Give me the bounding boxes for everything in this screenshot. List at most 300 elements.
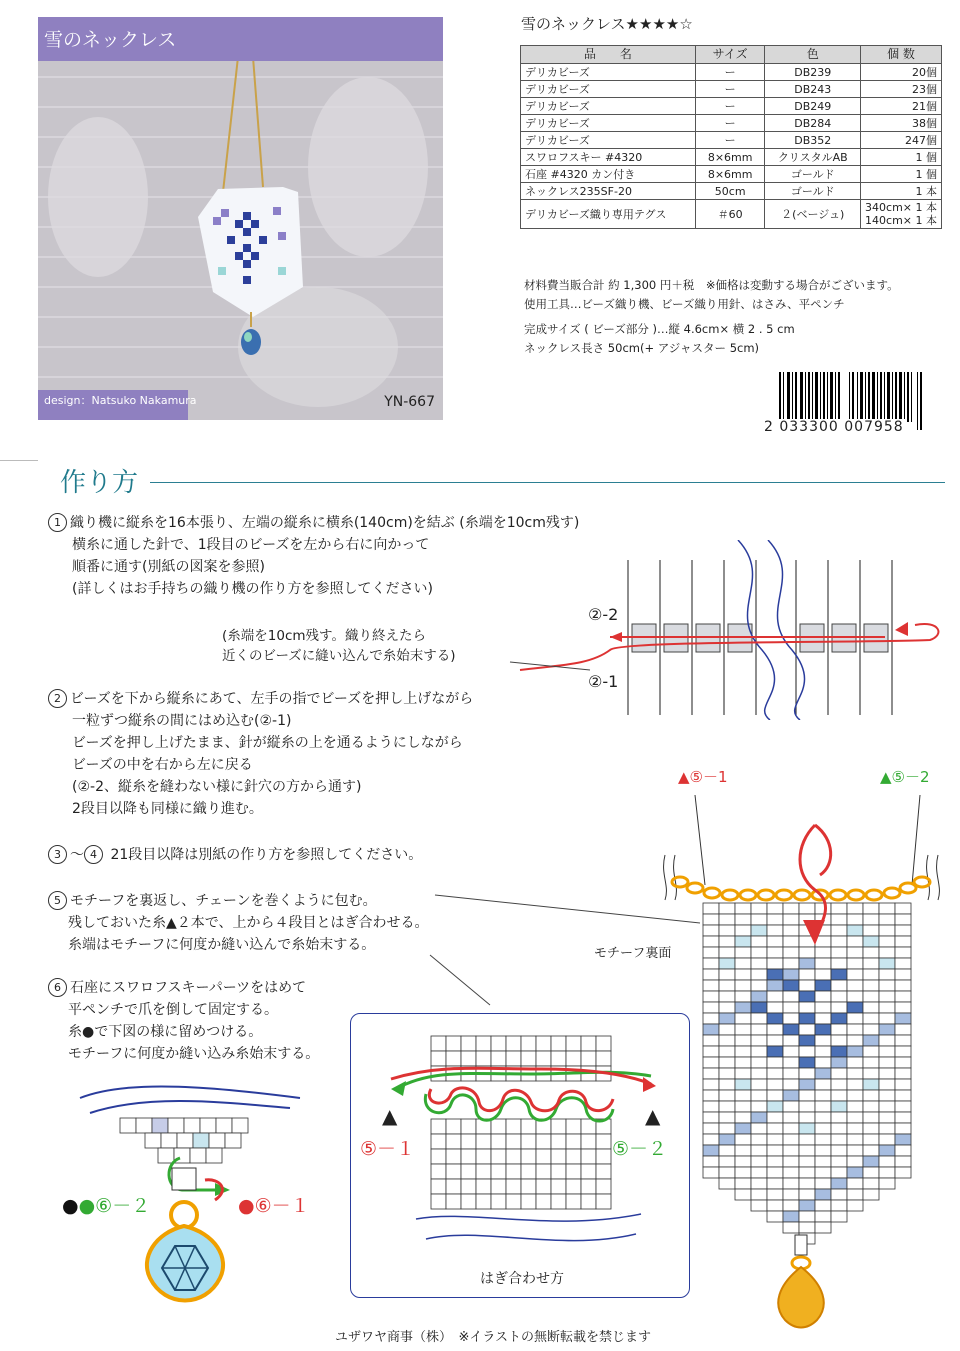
bead-cell	[799, 1200, 815, 1211]
bead-cell	[783, 1145, 799, 1156]
bead-cell	[735, 1068, 751, 1079]
bead-cell	[863, 903, 879, 914]
bead-cell	[767, 1200, 783, 1211]
cell-name: デリカビーズ	[521, 132, 696, 149]
bead-cell	[815, 1079, 831, 1090]
cell-size: ー	[695, 98, 765, 115]
bead-cell	[879, 1068, 895, 1079]
bead-cell	[895, 1090, 911, 1101]
bead-cell	[879, 991, 895, 1002]
bead-cell	[863, 1112, 879, 1123]
step-text: 21段目以降は別紙の作り方を参照してください。	[110, 847, 423, 863]
bead-cell	[735, 1189, 751, 1200]
header-color: 色	[765, 46, 861, 64]
bead-cell	[751, 1013, 767, 1024]
bead-cell	[831, 1167, 847, 1178]
bead-cell	[751, 1035, 767, 1046]
bead-cell	[461, 1164, 476, 1179]
bead-cell	[831, 980, 847, 991]
bead-cell	[847, 925, 863, 936]
photo-title: 雪のネックレス	[44, 29, 177, 51]
bead-cell	[206, 1148, 222, 1163]
bead-cell	[799, 1079, 815, 1090]
bead-cell	[446, 1179, 461, 1194]
bead-cell	[735, 1057, 751, 1068]
bead-cell	[895, 991, 911, 1002]
bead-cell	[461, 1036, 476, 1051]
cell-qty: 247個	[861, 132, 942, 149]
bead-cell	[461, 1194, 476, 1209]
bead-cell	[879, 958, 895, 969]
cell-color: ゴールド	[765, 183, 861, 200]
bead-cell	[177, 1133, 193, 1148]
bead-cell	[767, 936, 783, 947]
step-text: モチーフに何度か縫い込み糸始末する。	[68, 1046, 320, 1062]
bead-cell	[863, 1024, 879, 1035]
bead-cell	[767, 980, 783, 991]
cell-color: ２(ベージュ)	[765, 200, 861, 229]
bead-cell	[461, 1119, 476, 1134]
bead-cell	[879, 1167, 895, 1178]
bead-cell	[879, 936, 895, 947]
bead-cell	[831, 1090, 847, 1101]
bead-cell	[735, 1178, 751, 1189]
bead-cell	[703, 1156, 719, 1167]
bead-cell	[751, 958, 767, 969]
bead-cell	[879, 1090, 895, 1101]
bead-cell	[815, 969, 831, 980]
step-text: モチーフを裏返し、チェーンを巻くように包む。	[70, 893, 377, 909]
bead-cell	[536, 1036, 551, 1051]
bead-cell	[847, 1068, 863, 1079]
bead-cell	[879, 1013, 895, 1024]
cell-size: ー	[695, 64, 765, 81]
bead-cell	[895, 903, 911, 914]
bead-cell	[751, 1200, 767, 1211]
bead-cell	[799, 1090, 815, 1101]
step-text: (②-2、縦糸を縫わない様に針穴の方から通す)	[72, 779, 362, 795]
bead-cell	[719, 1145, 735, 1156]
bead-grid	[703, 903, 911, 1244]
table-row	[521, 98, 942, 115]
bead-cell	[161, 1133, 177, 1148]
label-6-2	[62, 1191, 150, 1218]
table-row	[521, 64, 942, 81]
bead-cell	[719, 1035, 735, 1046]
bead-cell	[847, 1134, 863, 1145]
bead-cell	[521, 1036, 536, 1051]
bead-cell	[751, 969, 767, 980]
label-5-2: ⑤－２	[612, 1138, 668, 1160]
label-2-2: ②-2	[588, 605, 619, 624]
bead-cell	[476, 1036, 491, 1051]
chain-icon	[672, 877, 930, 900]
bead-cell	[895, 969, 911, 980]
bead-cell	[461, 1149, 476, 1164]
bead-cell	[719, 980, 735, 991]
bead-cell	[703, 1134, 719, 1145]
step-range-sep: 〜	[70, 847, 84, 863]
bead-cell	[735, 1024, 751, 1035]
bead-cell	[719, 1123, 735, 1134]
bead-cell	[767, 1123, 783, 1134]
bead-cell	[831, 1112, 847, 1123]
step-1-line-1	[48, 512, 579, 534]
cell-qty: 1 個	[861, 166, 942, 183]
bead-cell	[703, 1145, 719, 1156]
bead-cell	[735, 1145, 751, 1156]
bead-cell	[719, 958, 735, 969]
bead-cell	[815, 1002, 831, 1013]
bead-cell	[895, 1068, 911, 1079]
bead-cell	[735, 1112, 751, 1123]
bead-cell	[719, 947, 735, 958]
bead-cell	[831, 1002, 847, 1013]
bead-cell	[831, 903, 847, 914]
bead-cell	[719, 1156, 735, 1167]
bead-cell	[751, 947, 767, 958]
bead-cell	[895, 914, 911, 925]
bead-cell	[783, 1123, 799, 1134]
barcode-number: 2 033300 007958	[764, 419, 904, 435]
bead-cell	[735, 1156, 751, 1167]
label-text: ▲⑤－2	[880, 768, 930, 786]
bead-cell	[521, 1194, 536, 1209]
bead-cell	[120, 1118, 136, 1133]
bead-cell	[566, 1036, 581, 1051]
bead-cell	[536, 1164, 551, 1179]
bead-cell	[491, 1051, 506, 1066]
cell-qty	[861, 200, 942, 229]
bead-cell	[703, 969, 719, 980]
bead-cell	[751, 1178, 767, 1189]
bead-cell	[815, 1035, 831, 1046]
bead-cell	[703, 1013, 719, 1024]
bead-cell	[799, 903, 815, 914]
bead-cell	[719, 1079, 735, 1090]
bead-cell	[431, 1179, 446, 1194]
bead-cell	[831, 1068, 847, 1079]
bead-cell	[184, 1118, 200, 1133]
bead-cell	[879, 1145, 895, 1156]
bead-cell	[735, 991, 751, 1002]
bead-cell	[799, 1112, 815, 1123]
step-6	[48, 977, 319, 1065]
bead-cell	[783, 1002, 799, 1013]
bead-cell	[767, 1013, 783, 1024]
bead-cell	[831, 1211, 847, 1222]
bead-cell	[831, 1079, 847, 1090]
bead-cell	[831, 1123, 847, 1134]
bead-cell	[566, 1179, 581, 1194]
bead-cell	[446, 1134, 461, 1149]
triangle-mark-right: ▲	[645, 1104, 661, 1128]
bead-cell	[831, 1101, 847, 1112]
bead-cell	[783, 1167, 799, 1178]
bead-cell	[879, 925, 895, 936]
bead-cell	[596, 1051, 611, 1066]
step-number: 3	[48, 845, 67, 864]
bead-cell	[581, 1164, 596, 1179]
table-row	[521, 166, 942, 183]
bead-cell	[895, 958, 911, 969]
note-line: (糸端を10cm残す。織り終えたら	[222, 628, 426, 644]
bead-cell	[596, 1179, 611, 1194]
bead-cell	[735, 1046, 751, 1057]
bead-cell	[158, 1148, 174, 1163]
bead-cell	[581, 1051, 596, 1066]
bead-cell	[863, 1189, 879, 1200]
bead-cell	[136, 1118, 152, 1133]
bead-cell	[476, 1149, 491, 1164]
motif-back-diagram	[650, 785, 950, 1335]
bead-cell	[783, 1013, 799, 1024]
bead-cell	[815, 980, 831, 991]
bead-cell	[168, 1118, 184, 1133]
bead-cell	[719, 1002, 735, 1013]
bead-cell	[863, 947, 879, 958]
bead-cell	[751, 1024, 767, 1035]
cell-qty: 1 本	[861, 183, 942, 200]
bead-cell	[831, 1046, 847, 1057]
finished-size-info: 完成サイズ ( ビーズ部分 )…縦 4.6cm× 横 2 . 5 cm	[524, 322, 795, 336]
bead-cell	[551, 1194, 566, 1209]
bead-cell	[703, 980, 719, 991]
bead-cell	[815, 1057, 831, 1068]
label-6-1	[238, 1191, 310, 1218]
step-number: 1	[48, 513, 67, 532]
bead-cell	[783, 969, 799, 980]
bead-cell	[719, 1057, 735, 1068]
cell-qty: 1 個	[861, 149, 942, 166]
bead-cell	[783, 1090, 799, 1101]
bead-cell	[879, 1156, 895, 1167]
bead-cell	[895, 1123, 911, 1134]
bead-cell	[847, 1200, 863, 1211]
bead-cell	[751, 1189, 767, 1200]
header-qty: 個 数	[861, 46, 942, 64]
bead-cell	[895, 1035, 911, 1046]
table-row	[521, 149, 942, 166]
bead-cell	[521, 1149, 536, 1164]
bead-cell	[815, 1156, 831, 1167]
bead-cell	[863, 1145, 879, 1156]
bead-cell	[863, 980, 879, 991]
bead-cell	[783, 936, 799, 947]
bead-cell	[536, 1134, 551, 1149]
bead-cell	[831, 936, 847, 947]
step-5	[48, 890, 429, 956]
bead-cell	[735, 903, 751, 914]
step-text: (詳しくはお手持ちの織り機の作り方を参照してください)	[72, 581, 433, 597]
bead-cell	[476, 1164, 491, 1179]
bead-cell	[491, 1179, 506, 1194]
section-divider	[150, 482, 945, 483]
bead-cell	[847, 1145, 863, 1156]
bead-cell	[863, 914, 879, 925]
bead-cell	[783, 1046, 799, 1057]
bead-cell	[879, 903, 895, 914]
bead-cell	[799, 958, 815, 969]
bead-cell	[783, 1101, 799, 1112]
bead-cell	[225, 1133, 241, 1148]
step-text: 一粒ずつ縦糸の間にはめ込む(②-1)	[72, 713, 292, 729]
bead-cell	[461, 1051, 476, 1066]
bead-cell	[193, 1133, 209, 1148]
bead-cell	[863, 1178, 879, 1189]
thread-end-note	[222, 626, 456, 666]
bead-cell	[703, 1057, 719, 1068]
bead-cell	[703, 1024, 719, 1035]
bead-cell	[799, 1035, 815, 1046]
step-2	[48, 688, 473, 820]
bead-cell	[751, 1079, 767, 1090]
bead-cell	[799, 1101, 815, 1112]
bead-cell	[799, 1057, 815, 1068]
cell-name: ネックレス235SF-20	[521, 183, 696, 200]
bead-cell	[703, 1090, 719, 1101]
bead-cell	[506, 1134, 521, 1149]
bead-cell	[863, 936, 879, 947]
bead-cell	[751, 1145, 767, 1156]
bead-cell	[767, 1035, 783, 1046]
bead-cell	[491, 1134, 506, 1149]
bead-cell	[536, 1149, 551, 1164]
bead-cell	[506, 1164, 521, 1179]
bead-cell	[815, 1200, 831, 1211]
cell-name: 石座 #4320 カン付き	[521, 166, 696, 183]
bead-cell	[581, 1149, 596, 1164]
table-row	[521, 183, 942, 200]
bead-cell	[863, 1079, 879, 1090]
bead-cell	[735, 1090, 751, 1101]
bead-cell	[506, 1036, 521, 1051]
bead-cell	[446, 1051, 461, 1066]
bead-cell	[491, 1119, 506, 1134]
bead-cell	[431, 1194, 446, 1209]
bead-cell	[566, 1164, 581, 1179]
bead-cell	[767, 1002, 783, 1013]
step-text: 糸●で下図の様に留めつける。	[68, 1024, 263, 1040]
bead-cell	[863, 1123, 879, 1134]
bead-cell	[831, 1156, 847, 1167]
bead-cell	[596, 1134, 611, 1149]
bead-cell	[446, 1164, 461, 1179]
bead-cell	[719, 1112, 735, 1123]
bead-cell	[847, 1035, 863, 1046]
bead-cell	[476, 1051, 491, 1066]
bead-cell	[190, 1148, 206, 1163]
cell-name: デリカビーズ	[521, 115, 696, 132]
label-5-1-top	[678, 766, 728, 787]
bead-cell	[799, 1123, 815, 1134]
bead-cell	[847, 969, 863, 980]
bead-cell	[847, 1002, 863, 1013]
bead-cell	[879, 980, 895, 991]
leader-line	[420, 890, 710, 930]
bead-cell	[461, 1179, 476, 1194]
bead-cell	[521, 1179, 536, 1194]
bead-cell	[879, 1178, 895, 1189]
bead-cell	[847, 958, 863, 969]
bead-cell	[879, 1035, 895, 1046]
bead-cell	[735, 925, 751, 936]
bead-cell	[815, 947, 831, 958]
bead-cell	[863, 958, 879, 969]
cell-color: DB243	[765, 81, 861, 98]
bead-cell	[895, 947, 911, 958]
bead-cell	[476, 1194, 491, 1209]
bead-cell	[783, 1178, 799, 1189]
bead-cell	[831, 1057, 847, 1068]
bead-cell	[703, 1112, 719, 1123]
bead-cell	[799, 1024, 815, 1035]
bead-cell	[879, 1101, 895, 1112]
bead-cell	[783, 1211, 799, 1222]
bead-cell	[863, 969, 879, 980]
bead-cell	[703, 1167, 719, 1178]
bead-cell	[431, 1051, 446, 1066]
cell-color: ゴールド	[765, 166, 861, 183]
bead-cell	[815, 1068, 831, 1079]
bead-cell	[767, 947, 783, 958]
bead-cell	[767, 914, 783, 925]
bead-cell	[446, 1194, 461, 1209]
bead-cell	[735, 1079, 751, 1090]
bead-cell	[767, 1178, 783, 1189]
bead-cell	[879, 969, 895, 980]
bead-cell	[815, 1178, 831, 1189]
bead-cell	[783, 914, 799, 925]
bead-cell	[751, 980, 767, 991]
cell-qty: 38個	[861, 115, 942, 132]
bead-cell	[566, 1119, 581, 1134]
header-name: 品 名	[521, 46, 696, 64]
bead-cell	[831, 925, 847, 936]
bead-cell	[200, 1118, 216, 1133]
bead-cell	[863, 991, 879, 1002]
bead-cell	[596, 1164, 611, 1179]
bead-cell	[551, 1051, 566, 1066]
bead-cell	[703, 1046, 719, 1057]
cell-size: 8×6mm	[695, 149, 765, 166]
bead-cell	[506, 1149, 521, 1164]
bead-cell	[566, 1149, 581, 1164]
bead-cell	[895, 1134, 911, 1145]
bead-cell	[719, 991, 735, 1002]
bead-cell	[446, 1119, 461, 1134]
cell-size: ー	[695, 115, 765, 132]
cell-size: ー	[695, 132, 765, 149]
cell-name: デリカビーズ	[521, 64, 696, 81]
bead-cell	[847, 936, 863, 947]
bead-cell	[581, 1036, 596, 1051]
cell-color: クリスタルAB	[765, 149, 861, 166]
price-info: 材料費当販合計 約 1,300 円＋税 ※価格は変動する場合がございます。	[524, 278, 899, 292]
label-text: ●⑥－１	[238, 1195, 310, 1217]
bead-cell	[703, 958, 719, 969]
bead-cell	[719, 969, 735, 980]
bead-cell	[863, 1090, 879, 1101]
bead-cell	[783, 947, 799, 958]
bead-cell	[783, 1068, 799, 1079]
bead-cell	[767, 958, 783, 969]
cell-size: ＃60	[695, 200, 765, 229]
divider	[0, 460, 38, 461]
bead-cell	[767, 1024, 783, 1035]
bead-cell	[895, 1167, 911, 1178]
bead-cell	[551, 1179, 566, 1194]
